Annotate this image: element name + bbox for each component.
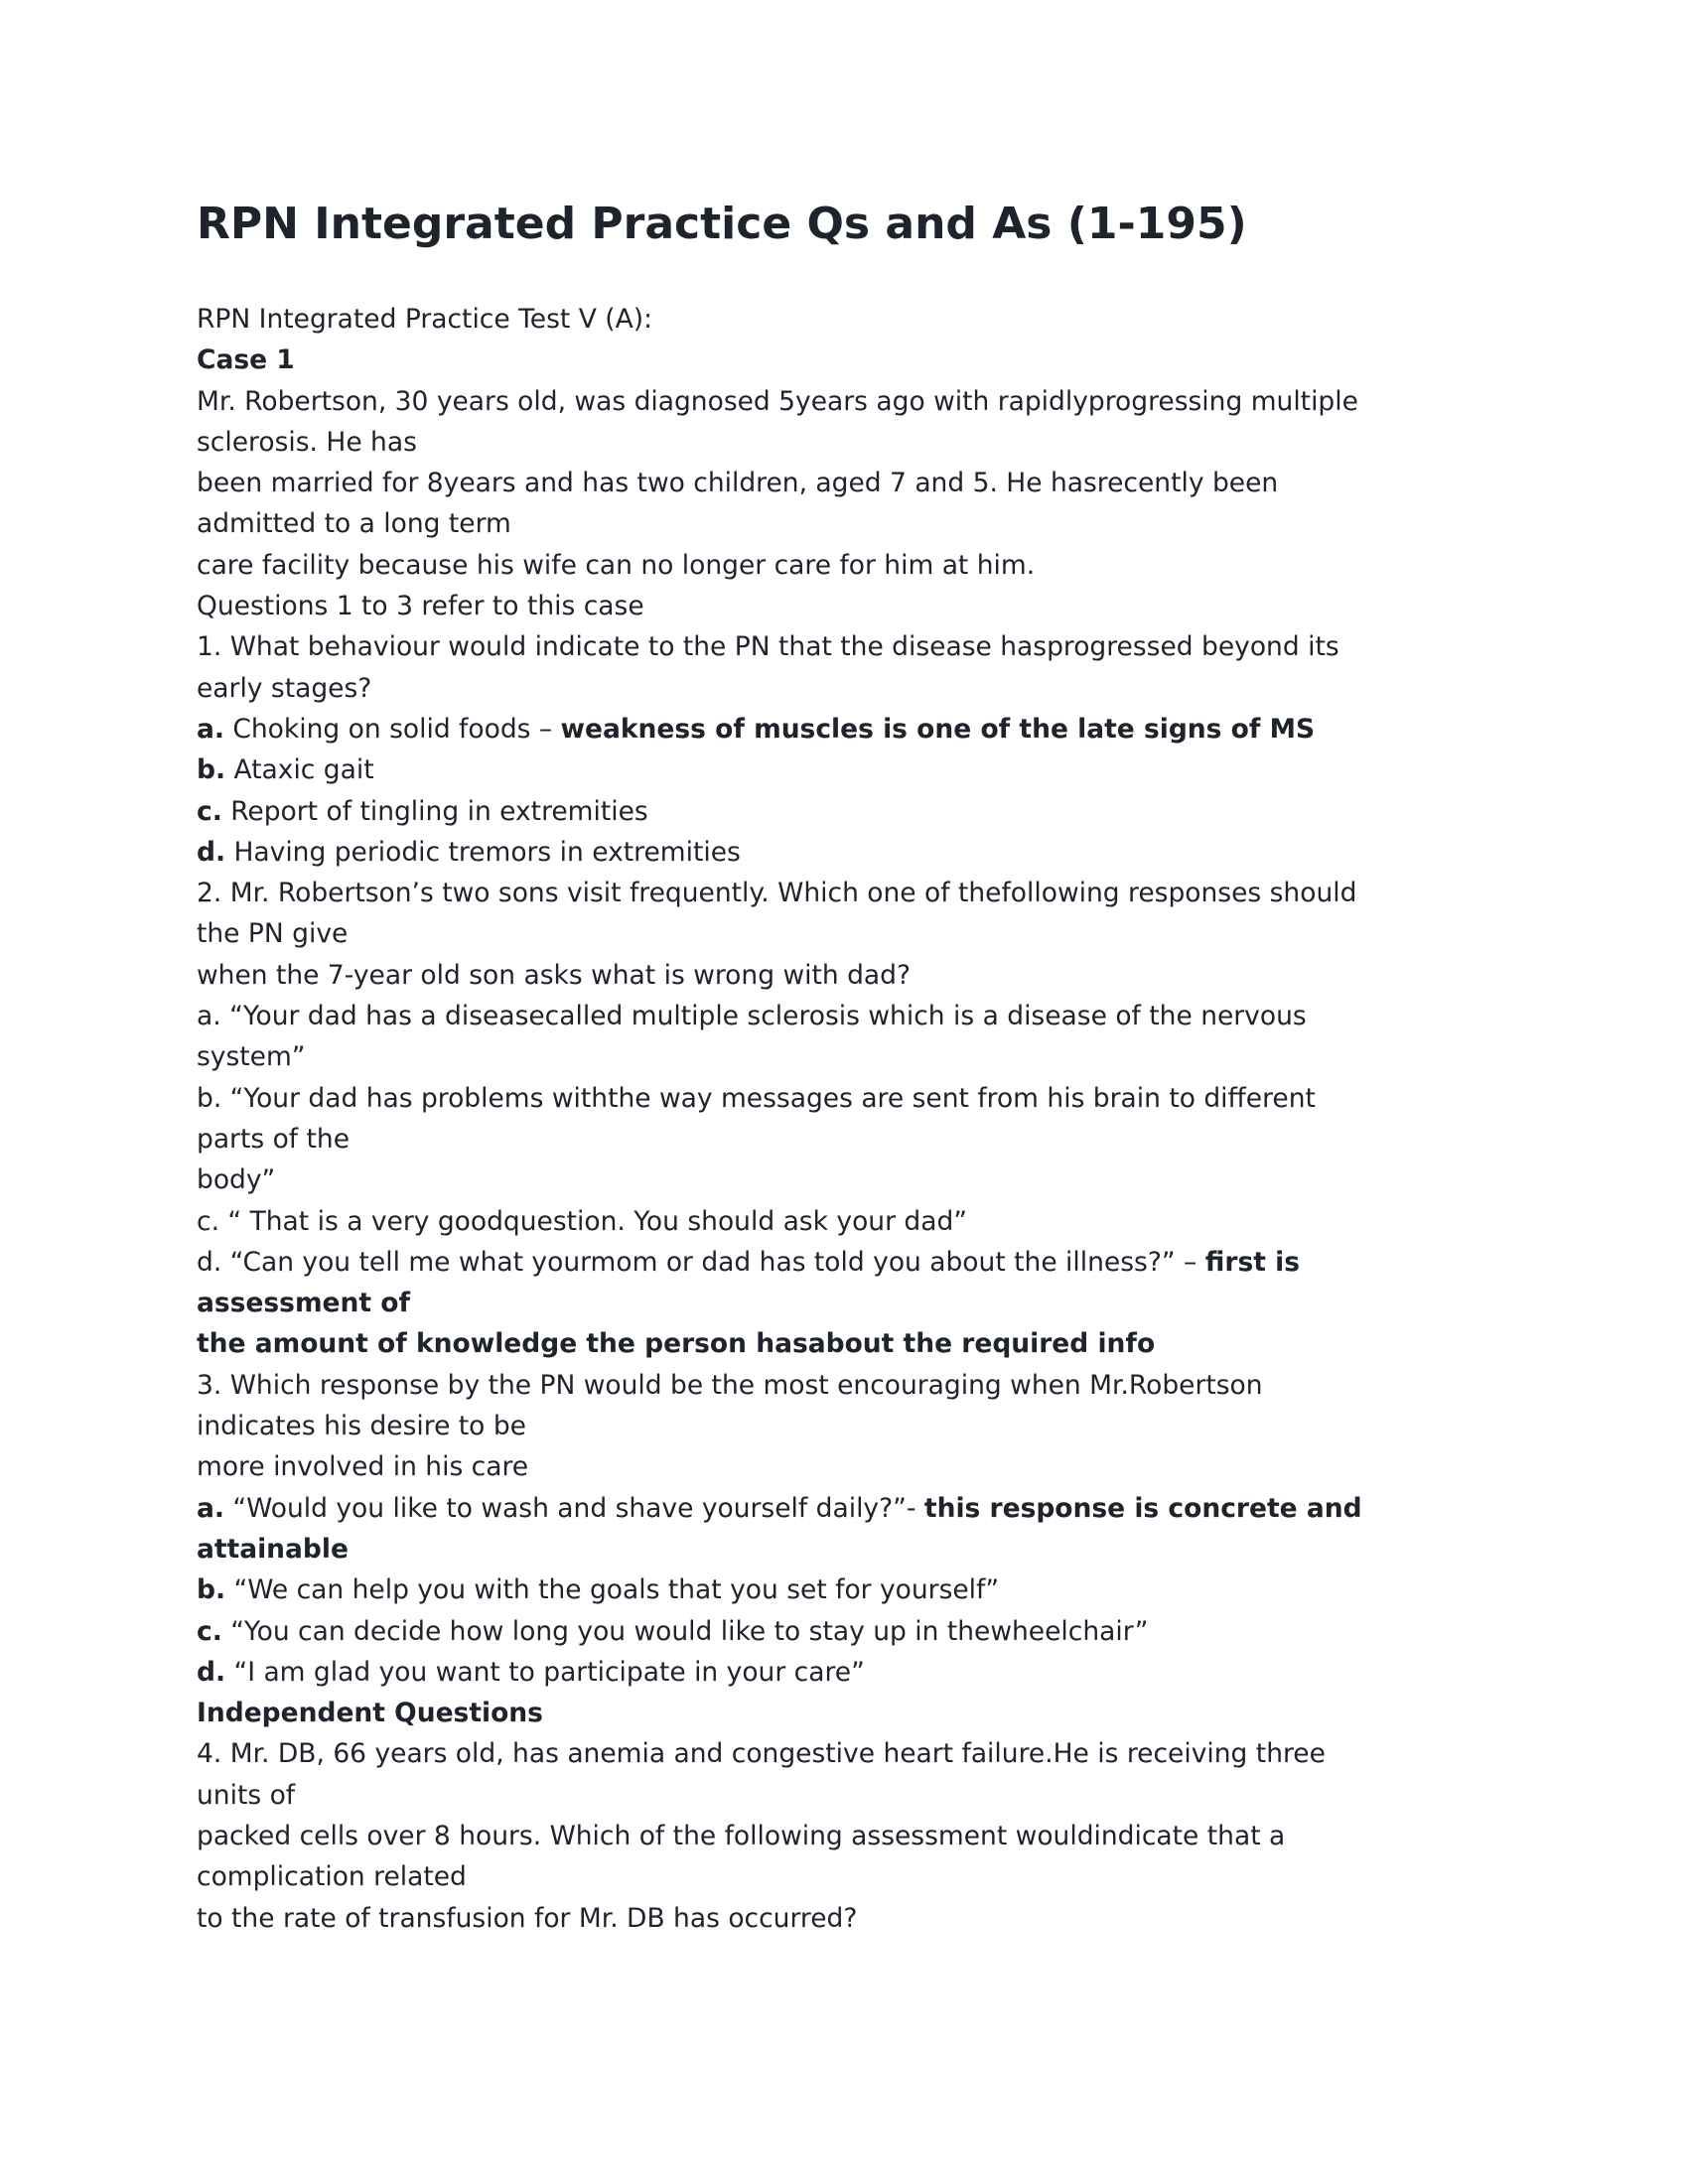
text-line [197,381,1507,422]
text-segment: packed cells over 8 hours. Which of the following assessment wouldindicate that a [197,1820,1286,1851]
document-title: RPN Integrated Practice Qs and As (1-195) [197,199,1247,249]
text-line [197,1488,1507,1529]
text-segment: 2. Mr. Robertson’s two sons visit frequently. Which one of thefollowing responses should [197,878,1357,909]
bold-text: d. [197,1656,226,1688]
text-segment: care facility because his wife can no longer care for him at him. [197,549,1036,581]
text-line [197,1652,1507,1693]
text-segment: body” [197,1164,276,1196]
text-line [197,791,1507,832]
text-segment: d. “Can you tell me what yourmom or dad has told you about the illness?” – [197,1246,1205,1278]
text-line [197,503,1507,544]
text-line [197,1160,1507,1200]
text-line [197,299,1507,340]
text-segment: 1. What behaviour would indicate to the PN that the disease hasprogressed beyond its [197,631,1339,663]
text-segment: c. “ That is a very goodquestion. You should ask your dad” [197,1205,968,1237]
text-line [197,996,1507,1036]
text-line [197,463,1507,503]
bold-text: this response is concrete and [923,1492,1362,1524]
text-line [197,340,1507,380]
text-segment: “You can decide how long you would like to stay up in thewheelchair” [221,1615,1149,1647]
text-segment: RPN Integrated Practice Test V (A): [197,304,653,335]
text-line [197,1529,1507,1570]
text-segment: to the rate of transfusion for Mr. DB has occurred? [197,1902,858,1934]
text-segment: system” [197,1041,306,1073]
bold-text: d. [197,836,226,868]
bold-text: attainable [197,1533,349,1565]
text-line [197,545,1507,586]
text-line [197,668,1507,709]
text-line [197,1036,1507,1077]
text-segment: Mr. Robertson, 30 years old, was diagnosed 5years ago with rapidlyprogressing multiple [197,385,1358,417]
text-segment: early stages? [197,672,372,704]
bold-text: Independent Questions [197,1698,543,1729]
text-segment: 3. Which response by the PN would be the most encouraging when Mr.Robertson [197,1369,1263,1401]
text-segment: units of [197,1779,296,1811]
bold-text: first is [1204,1246,1300,1278]
text-segment: admitted to a long term [197,508,511,540]
bold-text: b. [197,754,226,786]
text-line [197,832,1507,873]
text-line [197,1242,1507,1283]
text-segment: more involved in his care [197,1451,529,1483]
bold-text: c. [197,1615,222,1647]
text-line [197,955,1507,996]
text-segment: Report of tingling in extremities [221,795,648,827]
text-segment: complication related [197,1861,467,1893]
document-body [197,299,1507,1939]
bold-text: assessment of [197,1288,411,1319]
bold-text: the amount of knowledge the person hasabout the required info [197,1328,1156,1360]
text-segment: b. “Your dad has problems withthe way messages are sent from his brain to different [197,1082,1316,1114]
bold-text: a. [197,1492,224,1524]
text-line [197,1611,1507,1652]
text-line [197,913,1507,954]
text-segment: a. “Your dad has a diseasecalled multiple sclerosis which is a disease of the nervous [197,1001,1307,1032]
text-segment: indicates his desire to be [197,1411,526,1442]
text-line [197,1323,1507,1364]
text-segment: “I am glad you want to participate in your care” [225,1656,865,1688]
text-line [197,1693,1507,1733]
text-line [197,1775,1507,1816]
text-line [197,1816,1507,1856]
text-segment: “We can help you with the goals that you set for yourself” [225,1574,1000,1606]
bold-text: Case 1 [197,344,295,376]
text-line [197,422,1507,463]
text-segment: when the 7-year old son asks what is wrong with dad? [197,959,912,991]
text-line [197,1078,1507,1119]
text-line [197,1283,1507,1323]
text-line [197,1406,1507,1446]
text-segment: Having periodic tremors in extremities [225,836,741,868]
bold-text: b. [197,1574,226,1606]
text-segment: Ataxic gait [225,754,374,786]
text-line [197,1365,1507,1406]
bold-text: weakness of muscles is one of the late signs of MS [560,713,1316,745]
text-segment: “Would you like to wash and shave yourself daily?”- [223,1492,924,1524]
text-segment: sclerosis. He has [197,426,417,458]
text-segment: 4. Mr. DB, 66 years old, has anemia and congestive heart failure.He is receiving three [197,1738,1326,1770]
text-line [197,1201,1507,1242]
text-segment: parts of the [197,1123,351,1155]
text-line [197,750,1507,790]
text-line [197,1119,1507,1160]
text-line [197,873,1507,913]
bold-text: c. [197,795,222,827]
text-line [197,1570,1507,1610]
text-line [197,1898,1507,1939]
text-line [197,586,1507,626]
text-segment: Questions 1 to 3 refer to this case [197,591,644,622]
text-line [197,626,1507,667]
text-line [197,709,1507,750]
text-line [197,1856,1507,1897]
text-segment: Choking on solid foods – [223,713,561,745]
text-line [197,1446,1507,1487]
bold-text: a. [197,713,224,745]
text-segment: the PN give [197,918,349,950]
text-line [197,1733,1507,1774]
text-segment: been married for 8years and has two children, aged 7 and 5. He hasrecently been [197,468,1279,499]
